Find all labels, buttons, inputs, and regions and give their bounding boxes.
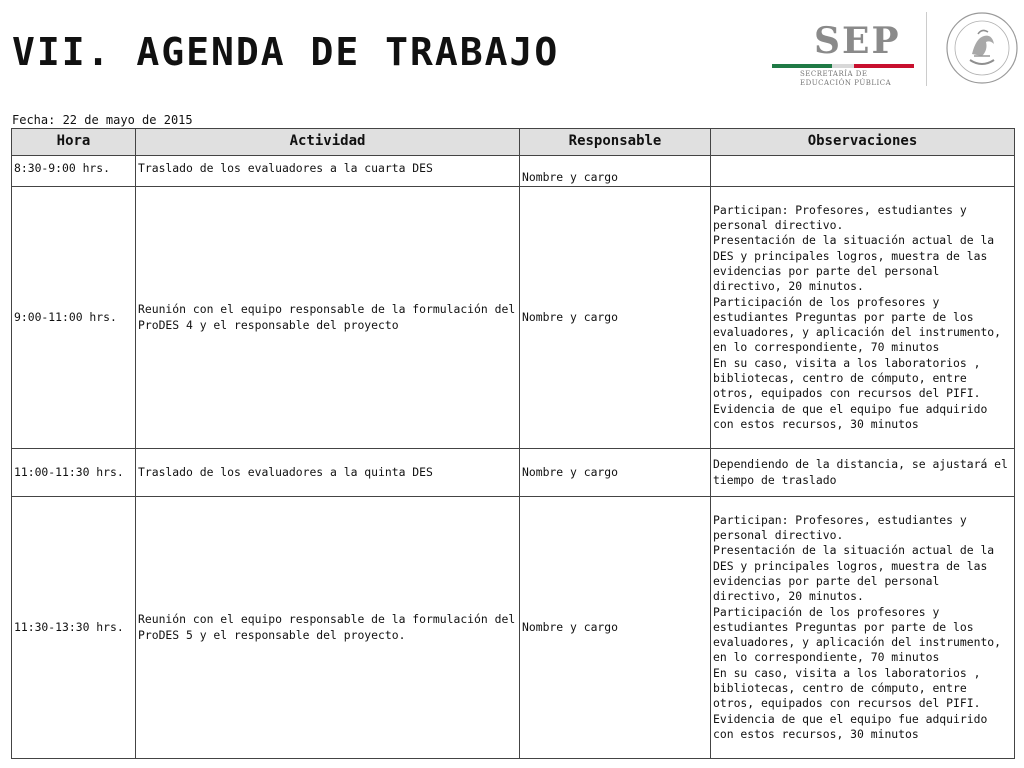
- table-row: [12, 449, 1015, 497]
- table-header-row: [12, 129, 1015, 156]
- header-observaciones: Observaciones: [711, 129, 1015, 156]
- cell-responsable: Nombre y cargo: [520, 497, 711, 759]
- cell-actividad: Reunión con el equipo responsable de la formulación del ProDES 5 y el responsable del proyecto.: [136, 497, 520, 759]
- cell-hora: 9:00-11:00 hrs.: [12, 187, 136, 449]
- sep-logo-line2: EDUCACIÓN PÚBLICA: [800, 79, 892, 87]
- cell-observaciones: Dependiendo de la distancia, se ajustará el tiempo de traslado: [711, 449, 1015, 497]
- header-actividad: Actividad: [136, 129, 520, 156]
- agenda-table: [11, 128, 1015, 759]
- logo-divider: [926, 12, 927, 86]
- sep-stripe-green: [772, 64, 832, 68]
- sep-stripe-red: [854, 64, 914, 68]
- sep-logo-wordmark: SEP: [814, 20, 901, 62]
- table-row: [12, 156, 1015, 187]
- sep-logo-line1: SECRETARÍA DE: [800, 70, 868, 78]
- page-title: VII. AGENDA DE TRABAJO: [12, 30, 560, 74]
- header-responsable: Responsable: [520, 129, 711, 156]
- cell-observaciones: Participan: Profesores, estudiantes y personal directivo. Presentación de la situación actual de la DES y principales logros, muestra de las evidencias por parte del personal directivo, 20 minutos. Participación de los profesores y estudiantes Preguntas por parte de los evaluadores, y aplicación del instrumento, en lo correspondiente, 70 minutos En su caso, visita a los laboratorios , bibliotecas, centro de cómputo, entre otros, equipados con recursos del PIFI. Evidencia de que el equipo fue adquirido con estos recursos, 30 minutos: [711, 497, 1015, 759]
- cell-observaciones: [711, 156, 1015, 187]
- header-hora: Hora: [12, 129, 136, 156]
- cell-actividad: Traslado de los evaluadores a la cuarta DES: [136, 156, 520, 187]
- cell-actividad: Reunión con el equipo responsable de la formulación del ProDES 4 y el responsable del proyecto: [136, 187, 520, 449]
- table-row: [12, 187, 1015, 449]
- cell-responsable: Nombre y cargo: [520, 156, 711, 187]
- cell-actividad: Traslado de los evaluadores a la quinta DES: [136, 449, 520, 497]
- cell-responsable: Nombre y cargo: [520, 449, 711, 497]
- sep-stripe-white: [832, 64, 854, 68]
- cell-observaciones: Participan: Profesores, estudiantes y personal directivo. Presentación de la situación actual de la DES y principales logros, muestra de las evidencias por parte del personal directivo, 20 minutos. Participación de los profesores y estudiantes Preguntas por parte de los evaluadores, y aplicación del instrumento, en lo correspondiente, 70 minutos En su caso, visita a los laboratorios , bibliotecas, centro de cómputo, entre otros, equipados con recursos del PIFI. Evidencia de que el equipo fue adquirido con estos recursos, 30 minutos: [711, 187, 1015, 449]
- cell-hora: 8:30-9:00 hrs.: [12, 156, 136, 187]
- escudo-nacional-icon: [944, 10, 1020, 86]
- table-row: [12, 497, 1015, 759]
- sep-logo-stripes: [772, 64, 914, 68]
- cell-responsable: Nombre y cargo: [520, 187, 711, 449]
- cell-hora: 11:00-11:30 hrs.: [12, 449, 136, 497]
- sep-logo: [768, 20, 918, 90]
- cell-hora: 11:30-13:30 hrs.: [12, 497, 136, 759]
- fecha-label: Fecha: 22 de mayo de 2015: [12, 113, 193, 127]
